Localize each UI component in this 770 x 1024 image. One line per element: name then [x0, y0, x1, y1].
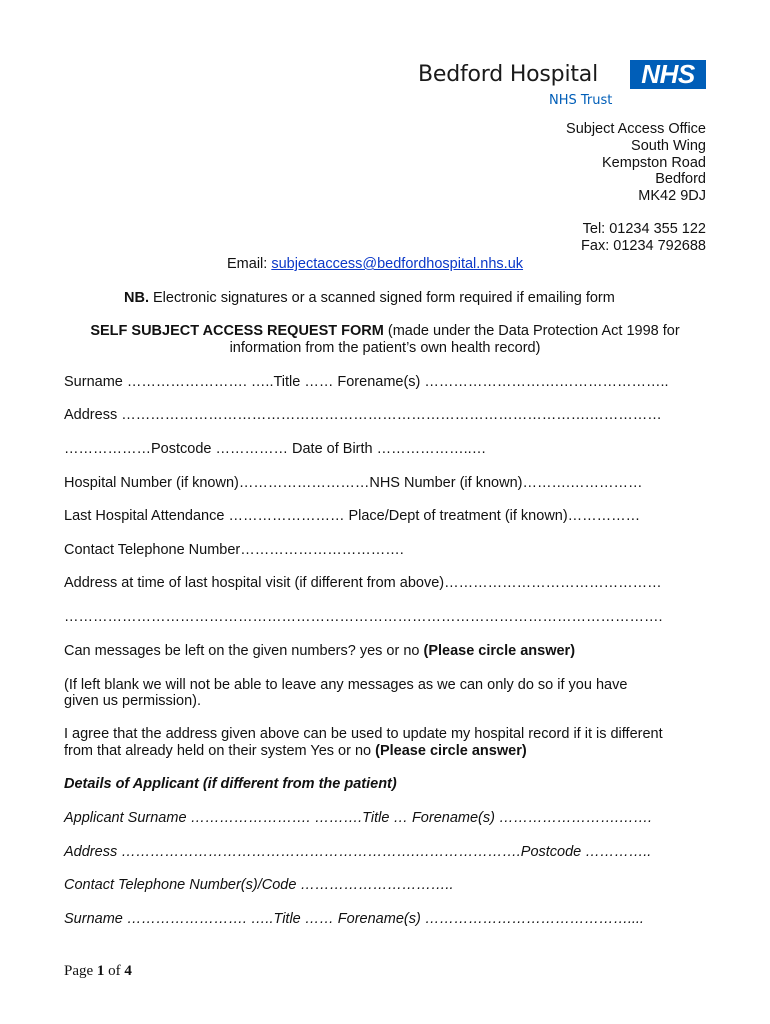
agreement-text: from that already held on their system Yes or no — [64, 743, 376, 759]
form-title-rest: (made under the Data Protection Act 1998 for — [383, 323, 680, 339]
page-total: 4 — [124, 963, 132, 979]
page-prefix: Page — [64, 963, 97, 979]
address-office: Subject Access Office — [566, 121, 706, 137]
office-address — [566, 121, 706, 205]
previous-address-continuation[interactable]: ……………………………………………………………………………………………………………. — [64, 609, 663, 625]
applicant-heading: Details of Applicant (if different from the patient) — [64, 776, 397, 792]
messages-question-text: Can messages be left on the given numbers? yes or no — [64, 643, 424, 659]
note-text: Electronic signatures or a scanned signed form required if emailing form — [148, 290, 615, 306]
address-field[interactable]: Address …………………………………………………………………………………….…………… — [64, 407, 662, 423]
surname-field[interactable]: Surname ……………………. …..Title …… Forename(s) ……………………….………………….. — [64, 374, 669, 390]
page-number — [64, 963, 132, 980]
form-title-bold: SELF SUBJECT ACCESS REQUEST FORM — [90, 323, 384, 339]
note-prefix: NB. — [124, 290, 149, 306]
page-of: of — [104, 963, 125, 979]
tel-number: Tel: 01234 355 122 — [582, 221, 706, 237]
hospital-name: Bedford Hospital — [418, 62, 598, 87]
nhs-logo: NHS — [630, 60, 706, 89]
page-current: 1 — [96, 963, 105, 979]
agreement-instruction: (Please circle answer) — [375, 743, 527, 759]
postcode-dob-field[interactable]: ………………Postcode …………… Date of Birth ………………..… — [64, 441, 487, 457]
form-title — [60, 323, 710, 357]
applicant-surname-field[interactable]: Applicant Surname ……………………. ……….Title … Forename(s) …………………….……. — [64, 810, 653, 826]
electronic-signature-note — [124, 290, 615, 307]
messages-question-instruction: (Please circle answer) — [423, 643, 576, 659]
applicant-telephone-field[interactable]: Contact Telephone Number(s)/Code ………………………….. — [64, 877, 454, 893]
email-line — [227, 256, 523, 273]
form-title-line1 — [60, 323, 710, 340]
telephone-field[interactable]: Contact Telephone Number……………………………. — [64, 542, 404, 558]
address-wing: South Wing — [631, 137, 706, 154]
messages-question — [64, 643, 575, 660]
email-link[interactable]: subjectaccess@bedfordhospital.nhs.uk — [271, 256, 524, 272]
messages-note-line2: given us permission). — [64, 693, 201, 709]
fax-number: Fax: 01234 792688 — [581, 238, 706, 254]
applicant-address-field[interactable]: Address …………………………………………………….………………….Postcode ………….. — [64, 844, 652, 860]
contact-numbers — [581, 221, 706, 255]
previous-address-field[interactable]: Address at time of last hospital visit (if different from above)……………………………………… — [64, 575, 662, 591]
hospital-number-field[interactable]: Hospital Number (if known)………………………NHS Number (if known)……….…………… — [64, 475, 643, 491]
address-town: Bedford — [655, 171, 706, 188]
email-label: Email: — [227, 256, 272, 272]
agreement-line2 — [64, 743, 527, 760]
attendance-field[interactable]: Last Hospital Attendance …………………… Place/Dept of treatment (if known)…………… — [64, 508, 641, 524]
address-road: Kempston Road — [602, 154, 706, 171]
messages-note-line1: (If left blank we will not be able to leave any messages as we can only do so if you have — [64, 677, 628, 693]
agreement-line1: I agree that the address given above can be used to update my hospital record if it is different — [64, 726, 663, 742]
trust-name: NHS Trust — [549, 93, 613, 108]
form-title-line2: information from the patient’s own health record) — [229, 340, 541, 356]
address-postcode: MK42 9DJ — [638, 188, 706, 205]
applicant-surname2-field[interactable]: Surname ……………………. …..Title …… Forename(s) …………………………………….... — [64, 911, 644, 927]
